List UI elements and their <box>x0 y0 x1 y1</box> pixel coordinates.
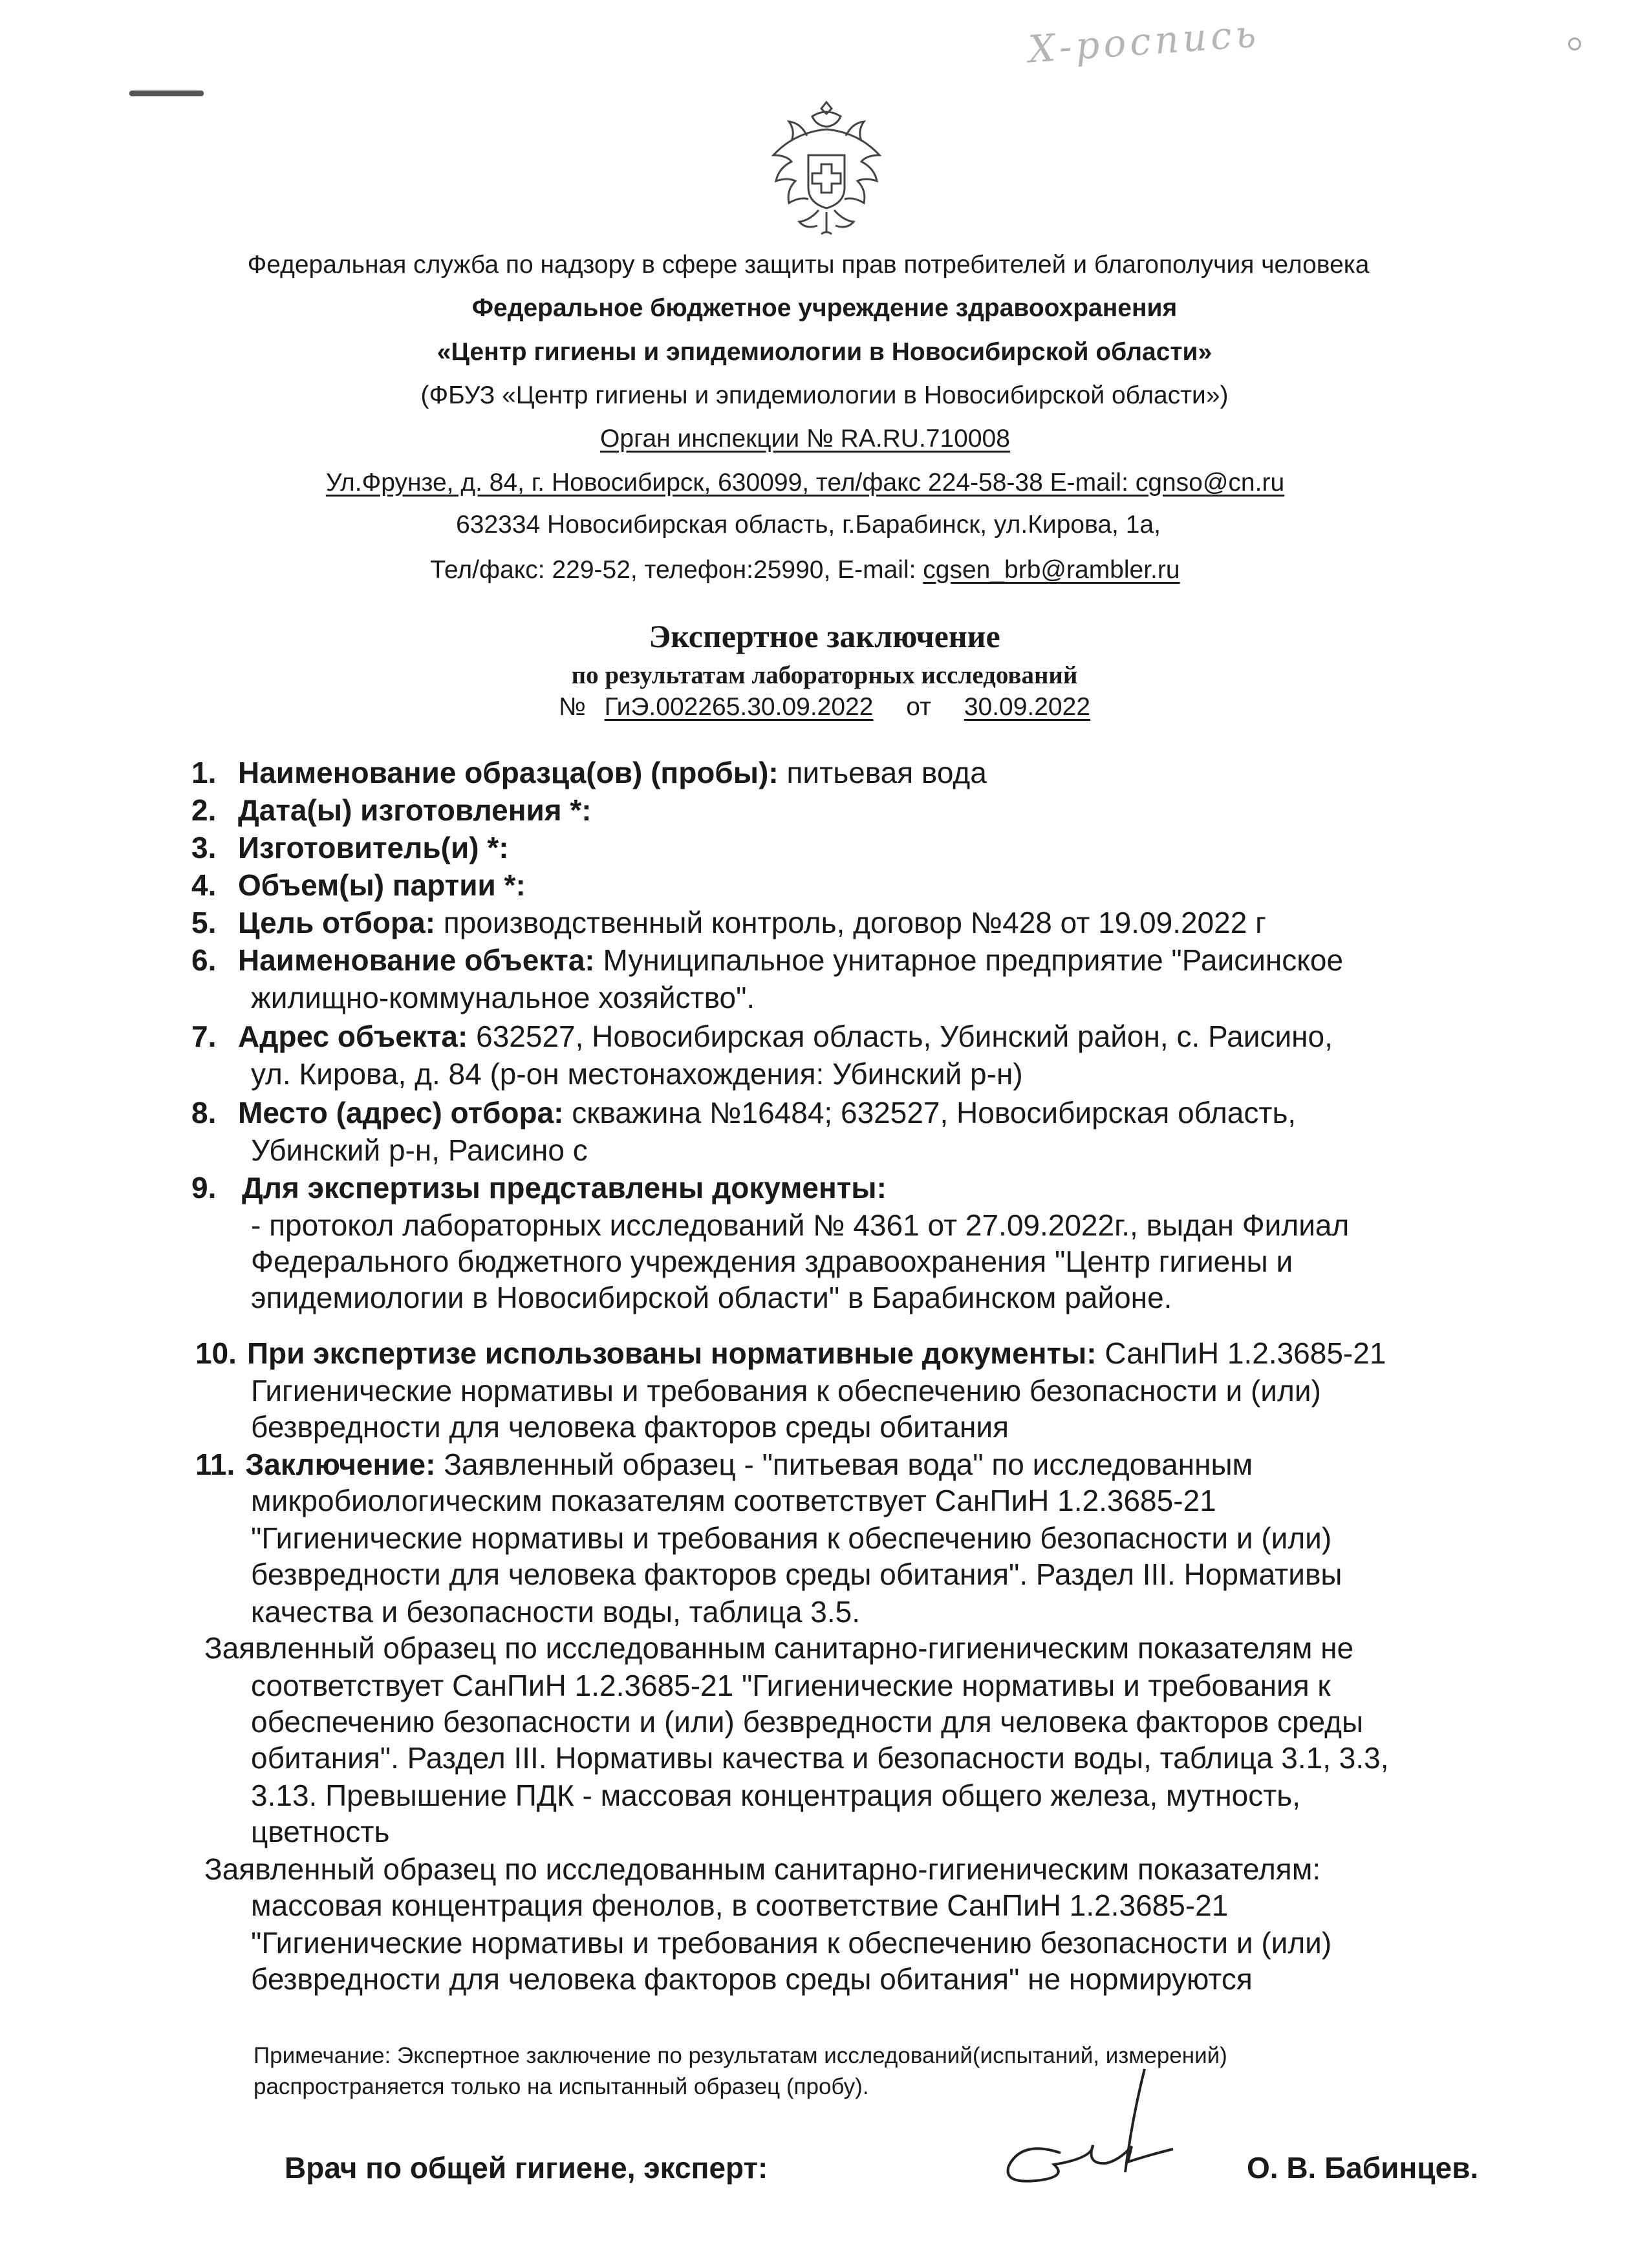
document-title: Экспертное заключение <box>649 618 1000 654</box>
inspection-body: Орган инспекции № RA.RU.710008 <box>600 425 1010 453</box>
item-1-text: питьевая вода <box>778 756 987 789</box>
item-7-label: Адрес объекта: <box>238 1020 468 1053</box>
document-number-line <box>0 693 1649 722</box>
item-11 <box>195 1447 1253 1482</box>
item-9-label: Для экспертизы представлены документы: <box>242 1171 887 1204</box>
item-10-text: СанПиН 1.2.3685-21 <box>1096 1336 1386 1370</box>
number-prefix: № <box>558 693 586 721</box>
signer-role: Врач по общей гигиене, эксперт: <box>285 2151 768 2185</box>
para2-line-4: 3.13. Превышение ПДК - массовая концентрация общего железа, мутность, <box>251 1779 1301 1812</box>
item-6-continuation: жилищно-коммунальное хозяйство". <box>251 981 755 1014</box>
center-name: «Центр гигиены и эпидемиологии в Новосибирской области» <box>436 338 1212 366</box>
date-prefix: от <box>906 693 931 721</box>
item-11-label: Заключение: <box>245 1448 436 1481</box>
item-9-line-1: - протокол лабораторных исследований № 4361 от 27.09.2022г., выдан Филиал <box>251 1208 1350 1242</box>
item-8-label: Место (адрес) отбора: <box>238 1096 564 1129</box>
item-6-text: Муниципальное унитарное предприятие "Раисинское <box>594 943 1344 977</box>
item-10 <box>195 1336 1386 1371</box>
item-8: 8. Место (адрес) отбора: скважина №16484; 632527, Новосибирская область, <box>191 1096 1297 1129</box>
item-11-line-2: "Гигиенические нормативы и требования к обеспечению безопасности и (или) <box>251 1521 1332 1555</box>
service-name: Федеральная служба по надзору в сфере защиты прав потребителей и благополучия человека <box>247 251 1370 279</box>
item-4-label: Объем(ы) партии *: <box>238 868 526 902</box>
handwritten-signature <box>989 2056 1222 2192</box>
para3-line-2: "Гигиенические нормативы и требования к обеспечению безопасности и (или) <box>251 1926 1332 1960</box>
para3-line-1: массовая концентрация фенолов, в соответствие СанПиН 1.2.3685-21 <box>251 1888 1229 1922</box>
document-subtitle: по результатам лабораторных исследований <box>571 661 1078 689</box>
item-5-label: Цель отбора: <box>238 906 436 939</box>
item-5: 5. Цель отбора: производственный контроль, договор №428 от 19.09.2022 г <box>191 906 1266 939</box>
item-10-label: При экспертизе использованы нормативные документы: <box>246 1336 1097 1370</box>
item-1: 1. Наименование образца(ов) (пробы): питьевая вода <box>191 756 987 789</box>
item-11-text: Заявленный образец - "питьевая вода" по исследованным <box>435 1448 1253 1481</box>
item-9-line-3: эпидемиологии в Новосибирской области" в Барабинском районе. <box>251 1281 1172 1314</box>
note-line-2: распространяется только на испытанный образец (пробу). <box>253 2074 869 2099</box>
item-8-text: скважина №16484; 632527, Новосибирская область, <box>563 1096 1297 1129</box>
branch-address: 632334 Новосибирская область, г.Барабинск, ул.Кирова, 1а, <box>456 511 1161 539</box>
item-2: 2. Дата(ы) изготовления *: <box>191 793 592 827</box>
para3-line-3: безвредности для человека факторов среды обитания" не нормируются <box>251 1962 1253 1996</box>
item-10-number: 10. <box>195 1336 237 1370</box>
item-9: 9. Для экспертизы представлены документы: <box>191 1171 887 1204</box>
item-11-line-1: микробиологическим показателям соответствует СанПиН 1.2.3685-21 <box>251 1484 1216 1517</box>
center-abbr: (ФБУЗ «Центр гигиены и эпидемиологии в Новосибирской области») <box>420 381 1229 409</box>
item-9-line-2: Федерального бюджетного учреждения здравоохранения "Центр гигиены и <box>251 1245 1293 1278</box>
coat-of-arms-icon <box>762 97 891 242</box>
item-6: 6. Наименование объекта: Муниципальное унитарное предприятие "Раисинское <box>191 943 1344 977</box>
item-8-continuation: Убинский р-н, Раисино с <box>251 1133 588 1167</box>
item-7-text: 632527, Новосибирская область, Убинский район, с. Раисино, <box>468 1020 1333 1053</box>
item-11-line-4: качества и безопасности воды, таблица 3.5. <box>251 1595 861 1629</box>
signer-name: О. В. Бабинцев. <box>1247 2151 1479 2185</box>
branch-email-link[interactable]: cgsen_brb@rambler.ru <box>923 556 1180 584</box>
item-1-label: Наименование образца(ов) (пробы): <box>238 756 779 789</box>
branch-contacts <box>0 556 1630 584</box>
scan-mark <box>129 91 204 96</box>
item-11-number: 11. <box>195 1448 235 1481</box>
para2-line-5: цветность <box>251 1815 390 1848</box>
item-7: 7. Адрес объекта: 632527, Новосибирская область, Убинский район, с. Раисино, <box>191 1020 1333 1053</box>
para2-line-2: обеспечению безопасности и (или) безвредности для человека факторов среды <box>251 1705 1364 1738</box>
branch-contacts-text: Тел/факс: 229-52, телефон:25990, E-mail: <box>430 556 923 584</box>
item-4: 4. Объем(ы) партии *: <box>191 868 526 902</box>
item-3-label: Изготовитель(и) *: <box>238 831 509 864</box>
para2-line-1: соответствует СанПиН 1.2.3685-21 "Гигиенические нормативы и требования к <box>251 1669 1331 1702</box>
item-3: 3. Изготовитель(и) *: <box>191 831 509 864</box>
item-10-line-2: безвредности для человека факторов среды обитания <box>251 1410 1009 1444</box>
document-date: 30.09.2022 <box>964 693 1091 721</box>
document-number: ГиЭ.002265.30.09.2022 <box>604 693 874 721</box>
institution-name: Федеральное бюджетное учреждение здравоохранения <box>471 294 1178 322</box>
note-line-1: Примечание: Экспертное заключение по результатам исследований(испытаний, измерений) <box>253 2043 1227 2068</box>
para2-line-3: обитания". Раздел III. Нормативы качества и безопасности воды, таблица 3.1, 3.3, <box>251 1741 1389 1775</box>
para3-first-line: Заявленный образец по исследованным санитарно-гигиеническим показателям: <box>204 1852 1321 1886</box>
item-11-line-3: безвредности для человека факторов среды обитания". Раздел III. Нормативы <box>251 1557 1342 1591</box>
main-address: Ул.Фрунзе, д. 84, г. Новосибирск, 630099, тел/факс 224-58-38 E-mail: cgnso@cn.ru <box>325 469 1285 497</box>
item-5-text: производственный контроль, договор №428 от 19.09.2022 г <box>435 906 1266 939</box>
para2-first-line: Заявленный образец по исследованным санитарно-гигиеническим показателям не <box>204 1631 1354 1665</box>
item-6-label: Наименование объекта: <box>238 943 595 977</box>
item-2-label: Дата(ы) изготовления *: <box>238 793 592 827</box>
item-10-line-1: Гигиенические нормативы и требования к обеспечению безопасности и (или) <box>251 1374 1321 1407</box>
item-7-continuation: ул. Кирова, д. 84 (р-он местонахождения: Убинский р-н) <box>251 1057 1023 1091</box>
handwritten-note: Х-роспись <box>1027 11 1262 72</box>
scan-mark-small <box>1568 37 1581 50</box>
